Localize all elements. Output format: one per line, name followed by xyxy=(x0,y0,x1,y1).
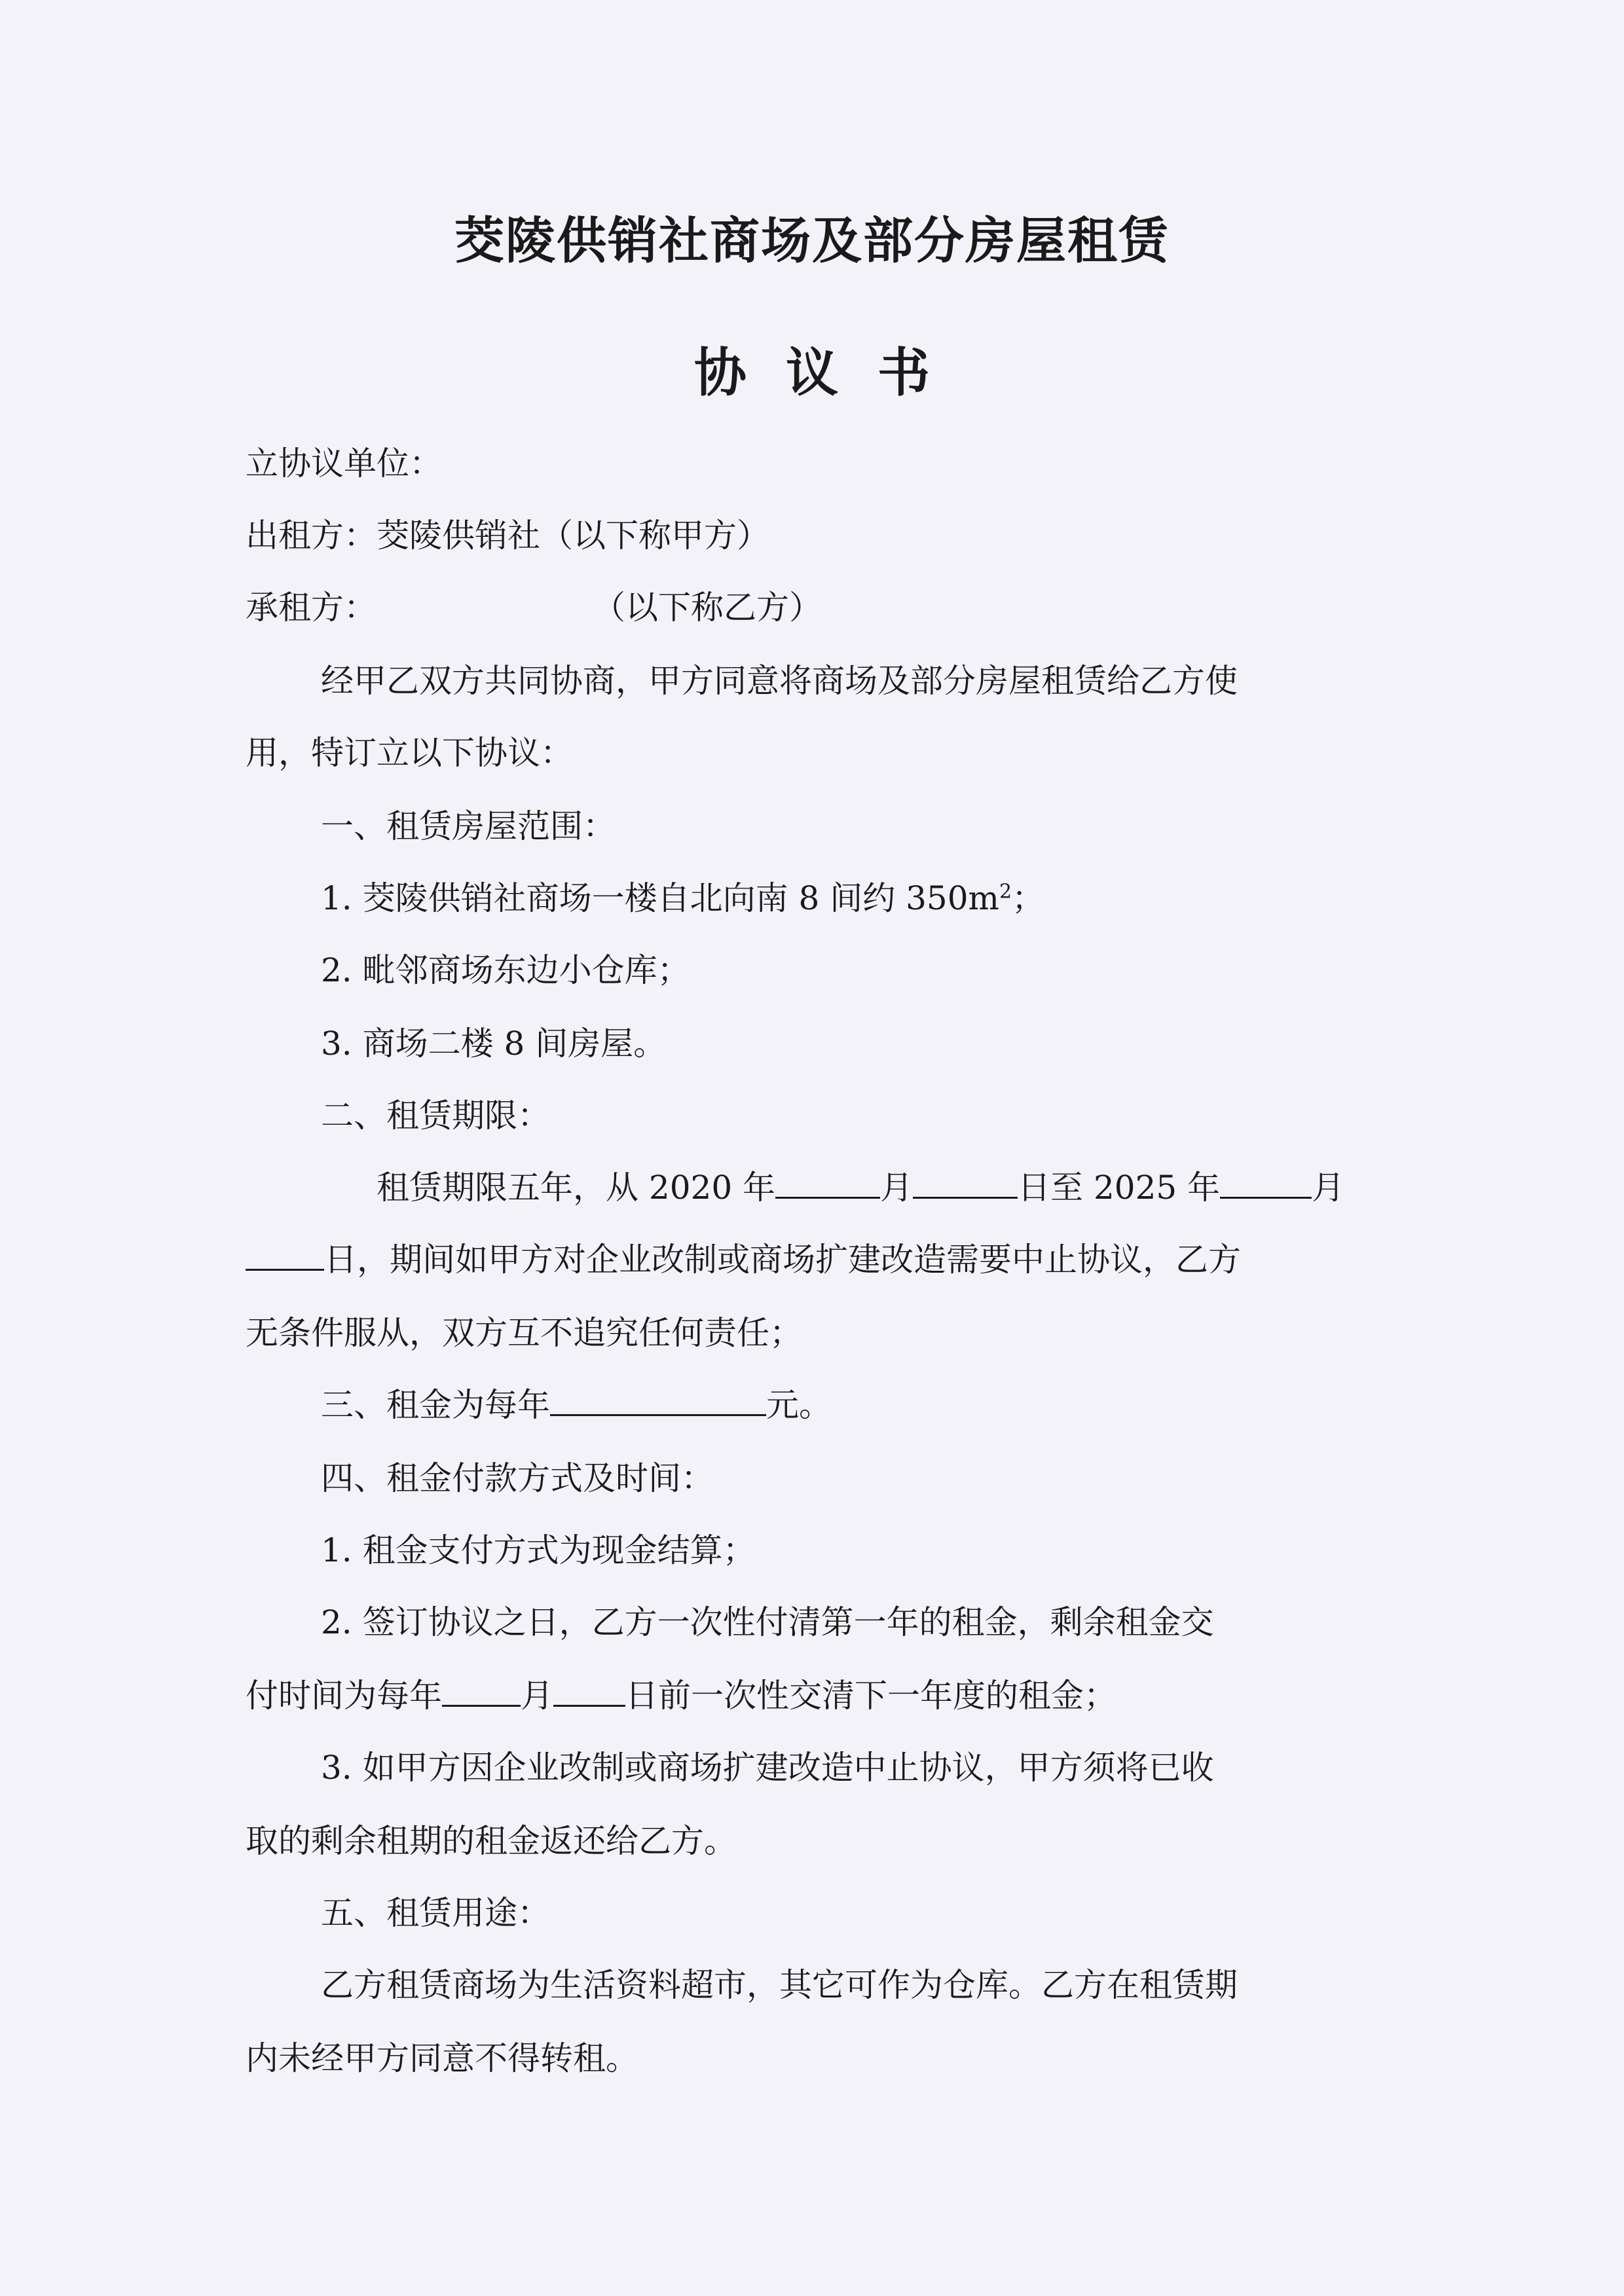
parties-heading: 立协议单位： xyxy=(246,445,442,483)
section2-line3: 无条件服从，双方互不追究任何责任； xyxy=(246,1314,802,1352)
section1-item3: 3. 商场二楼 8 间房屋。 xyxy=(321,1025,667,1063)
section4-item3-line2: 取的剩余租期的租金返还给乙方。 xyxy=(246,1822,737,1860)
section2-line2: 日，期间如甲方对企业改制或商场扩建改造需要中止协议，乙方 xyxy=(246,1233,1241,1286)
end-month-blank xyxy=(1220,1164,1312,1199)
start-month-blank xyxy=(775,1164,880,1199)
section5-line1: 乙方租赁商场为生活资料超市，其它可作为仓库。乙方在租赁期 xyxy=(321,1966,1238,2004)
section1-item1: 1. 茭陵供销社商场一楼自北向南 8 间约 $350m^2$； xyxy=(321,879,1045,917)
intro-paragraph-line1: 经甲乙双方共同协商，甲方同意将商场及部分房屋租赁给乙方使 xyxy=(321,662,1238,700)
payment-day-blank xyxy=(553,1672,625,1707)
section5-line2: 内未经甲方同意不得转租。 xyxy=(246,2039,638,2077)
section4-heading: 四、租金付款方式及时间： xyxy=(321,1459,714,1497)
lessee-note: （以下称乙方） xyxy=(593,589,822,627)
start-day-blank xyxy=(913,1164,1018,1199)
document-title: 茭陵供销社商场及部分房屋租赁 xyxy=(454,211,1170,270)
section4-item3-line1: 3. 如甲方因企业改制或商场扩建改造中止协议，甲方须将已收 xyxy=(321,1749,1214,1787)
intro-paragraph-line2: 用，特订立以下协议： xyxy=(246,734,573,772)
section4-item2-line1: 2. 签订协议之日，乙方一次性付清第一年的租金，剩余租金交 xyxy=(321,1603,1214,1641)
section5-heading: 五、租赁用途： xyxy=(321,1894,550,1932)
payment-month-blank xyxy=(442,1672,521,1707)
lessee-label: 承租方： xyxy=(246,589,377,627)
section1-item2: 2. 毗邻商场东边小仓库； xyxy=(321,951,690,989)
section4-item2-line2: 付时间为每年 月 日前一次性交清下一年度的租金； xyxy=(246,1669,1116,1722)
lessor-line: 出租方：茭陵供销社（以下称甲方） xyxy=(246,517,769,555)
section4-item1: 1. 租金支付方式为现金结算； xyxy=(321,1531,756,1569)
end-day-blank xyxy=(246,1236,324,1271)
annual-rent-blank xyxy=(550,1381,766,1416)
section2-line1: 租赁期限五年，从 2020 年 月 日至 2025 年 月 xyxy=(377,1161,1344,1214)
section1-heading: 一、租赁房屋范围： xyxy=(321,807,616,845)
document-subtitle: 协议书 xyxy=(694,342,969,403)
section2-heading: 二、租赁期限： xyxy=(321,1097,550,1135)
lessee-line xyxy=(246,581,822,634)
section3-line: 三、租金为每年 元。 xyxy=(321,1379,832,1431)
